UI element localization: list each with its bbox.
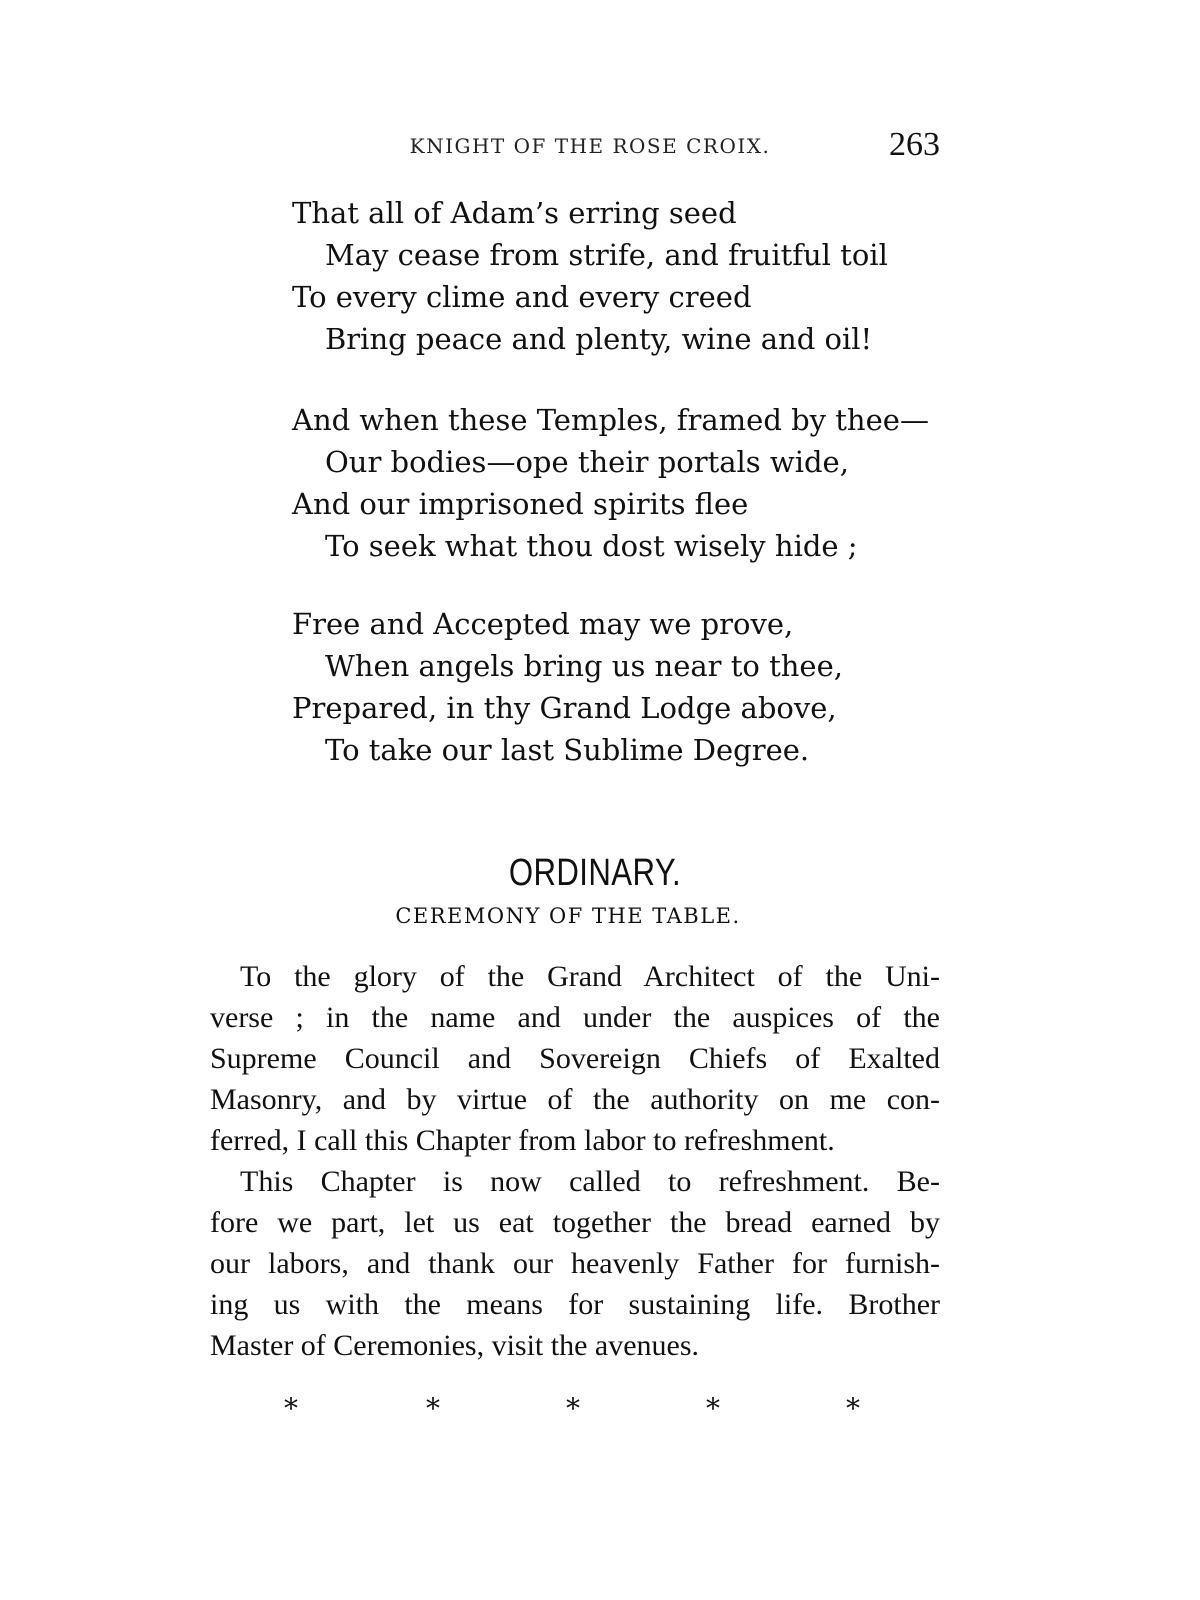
asterisk-icon: * [846, 1392, 860, 1425]
asterisk-icon: * [706, 1392, 720, 1425]
verse-line: When angels bring us near to thee, [325, 649, 843, 683]
prose-line: verse ; in the name and under the auspices of the [210, 1001, 940, 1034]
verse-line: And our imprisoned spirits flee [292, 487, 749, 521]
asterism-divider [280, 1392, 880, 1432]
verse-line: Free and Accepted may we prove, [292, 607, 794, 641]
prose-line: Master of Ceremonies, visit the avenues. [210, 1329, 700, 1362]
prose-line: Masonry, and by virtue of the authority on me con- [210, 1083, 940, 1116]
verse-line: Bring peace and plenty, wine and oil! [325, 322, 873, 356]
verse-line: Prepared, in thy Grand Lodge above, [292, 691, 837, 725]
verse-line: That all of Adam’s erring seed [292, 196, 737, 230]
verse-line: To every clime and every creed [292, 280, 752, 314]
page-number: 263 [889, 126, 940, 163]
section-subtitle: CEREMONY OF THE TABLE. [395, 904, 741, 928]
verse-line: May cease from strife, and fruitful toil [325, 238, 888, 272]
verse-line: To take our last Sublime Degree. [325, 733, 810, 767]
asterisk-icon: * [426, 1392, 440, 1425]
prose-line: To the glory of the Grand Architect of the Uni- [240, 960, 940, 993]
section-title: ORDINARY. [508, 852, 682, 894]
verse-line: Our bodies—ope their portals wide, [325, 445, 849, 479]
prose-line: This Chapter is now called to refreshment. Be- [240, 1165, 940, 1198]
verse-line: To seek what thou dost wisely hide ; [325, 529, 858, 563]
asterisk-icon: * [284, 1392, 298, 1425]
running-title: KNIGHT OF THE ROSE CROIX. [409, 134, 771, 158]
prose-line: Supreme Council and Sovereign Chiefs of Exalted [210, 1042, 940, 1075]
verse-line: And when these Temples, framed by thee— [292, 403, 929, 437]
prose-line: fore we part, let us eat together the bread earned by [210, 1206, 940, 1239]
poem-stanza [292, 603, 932, 771]
running-head [210, 126, 940, 166]
prose-block [210, 956, 940, 1366]
prose-line: ing us with the means for sustaining life. Brother [210, 1288, 940, 1321]
poem-stanza [292, 192, 932, 360]
prose-line: our labors, and thank our heavenly Father for furnish- [210, 1247, 940, 1280]
asterisk-icon: * [566, 1392, 580, 1425]
poem-stanza [292, 399, 932, 567]
prose-line: ferred, I call this Chapter from labor to refreshment. [210, 1124, 835, 1157]
